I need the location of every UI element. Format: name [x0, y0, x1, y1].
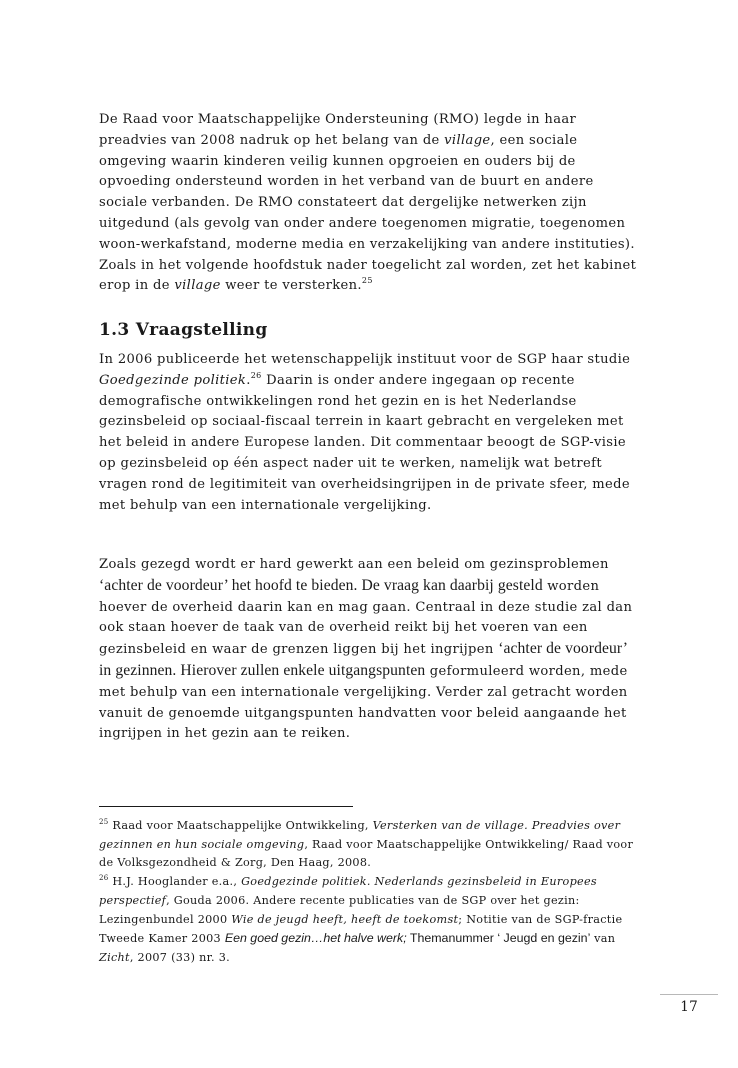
- italic-title-alt-font: Een goed gezin…het halve werk;: [224, 931, 407, 946]
- paragraph-rmo: [99, 110, 639, 297]
- text-run: Raad voor Maatschappelijke Ontwikkeling,: [108, 819, 373, 832]
- italic-term: village: [174, 278, 221, 294]
- text-run-alt-font: ‘achter de voordeur’ het hoofd te bieden. De vraag kan daarbij gesteld: [99, 576, 543, 594]
- text-run: geformuleerd worden, mede met behulp van een internationale vergelijking. Verder zal getracht worden vanuit de genoemde uitgangspunten handvatten voor beleid aangaande het ingrijpen in het gezin aan te reiken.: [99, 663, 628, 742]
- footnote-ref-26: 26: [250, 370, 262, 380]
- text-run: , 2007 (33) nr. 3.: [129, 950, 230, 964]
- text-run: H.J. Hooglander e.a.,: [108, 875, 242, 889]
- italic-title: Goedgezinde politiek: [99, 372, 247, 388]
- page-number-divider: [660, 994, 718, 995]
- text-run: worden hoever de overheid daarin kan en mag gaan. Centraal in deze studie zal dan ook staan hoever de taak van de overheid reikt bij het voeren van een gezinsbeleid en waar de grenzen liggen bij het ingrijpen: [99, 578, 633, 658]
- paragraph-sgp-study: [99, 350, 639, 516]
- text-run: , Gouda 2006. Andere recente publicaties van de SGP over het gezin: Lezingenbundel 2000: [99, 893, 580, 926]
- page-number: 17: [680, 999, 698, 1015]
- footnote-number: 25: [99, 818, 109, 826]
- text-run: , Raad voor Maatschappelijke Ontwikkeling/ Raad voor de Volksgezondheid & Zorg, Den Haag, 2008.: [99, 837, 634, 870]
- footnotes: [99, 817, 639, 968]
- footnote-25: [99, 817, 639, 873]
- text-run: van: [590, 932, 616, 946]
- text-run: , een sociale omgeving waarin kinderen veilig kunnen opgroeien en ouders bij de opvoeding ondersteund worden in het verband van de buurt en andere sociale verbanden. De RMO constateert dat dergelijke netwerken zijn uitgedund (als gevolg van onder andere toegenomen migratie, toegenomen woon-werkafstand, moderne media en verzakelijking van andere instituties). Zoals in het volgende hoofdstuk nader toegelicht zal worden, zet het kabinet erop in de: [99, 132, 637, 294]
- text-run-alt-font: ‘achter de voordeur’ in gezinnen. Hierover zullen enkele uitgangspunten: [99, 640, 627, 679]
- text-run: Zoals gezegd wordt er hard gewerkt aan een beleid om gezinsproblemen: [99, 557, 609, 572]
- text-run-alt-font: Themanummer ‘ Jeugd en gezin’: [406, 931, 591, 946]
- text-run: In 2006 publiceerde het wetenschappelijk instituut voor de SGP haar studie: [99, 352, 631, 367]
- text-run: ; Notitie van de SGP-fractie Tweede Kamer 2003: [99, 912, 623, 946]
- text-run: .: [246, 372, 251, 388]
- italic-term: village: [444, 132, 491, 148]
- footnote-divider: [99, 806, 353, 807]
- text-run: weer te versterken.: [220, 278, 362, 294]
- italic-title: Wie de jeugd heeft, heeft de toekomst: [231, 912, 459, 926]
- footnote-ref-25: 25: [361, 276, 373, 286]
- italic-title: Zicht: [99, 950, 130, 964]
- footnote-26: [99, 873, 639, 968]
- text-run: De Raad voor Maatschappelijke Ondersteuning (RMO) legde in haar preadvies van 2008 nadruk op het belang van de: [99, 112, 577, 148]
- section-heading: 1.3 Vraagstelling: [99, 320, 268, 340]
- italic-title: Versterken van de village. Preadvies over gezinnen en hun sociale omgeving: [99, 819, 621, 851]
- text-run: Daarin is onder andere ingegaan op recente demografische ontwikkelingen rond het gezin en is het Nederlandse gezinsbeleid op sociaal-fiscaal terrein in kaart gebracht en vergeleken met het beleid in andere Europese landen. Dit commentaar beoogt de SGP-visie op gezinsbeleid op één aspect nader uit te werken, namelijk wat betreft vragen rond de legitimiteit van overheidsingrijpen in de private sfeer, mede met behulp van een internationale vergelijking.: [99, 372, 630, 513]
- paragraph-research-question: [99, 555, 639, 745]
- footnote-number: 26: [99, 874, 109, 883]
- italic-title: Goedgezinde politiek. Nederlands gezinsbeleid in Europees perspectief: [99, 875, 597, 907]
